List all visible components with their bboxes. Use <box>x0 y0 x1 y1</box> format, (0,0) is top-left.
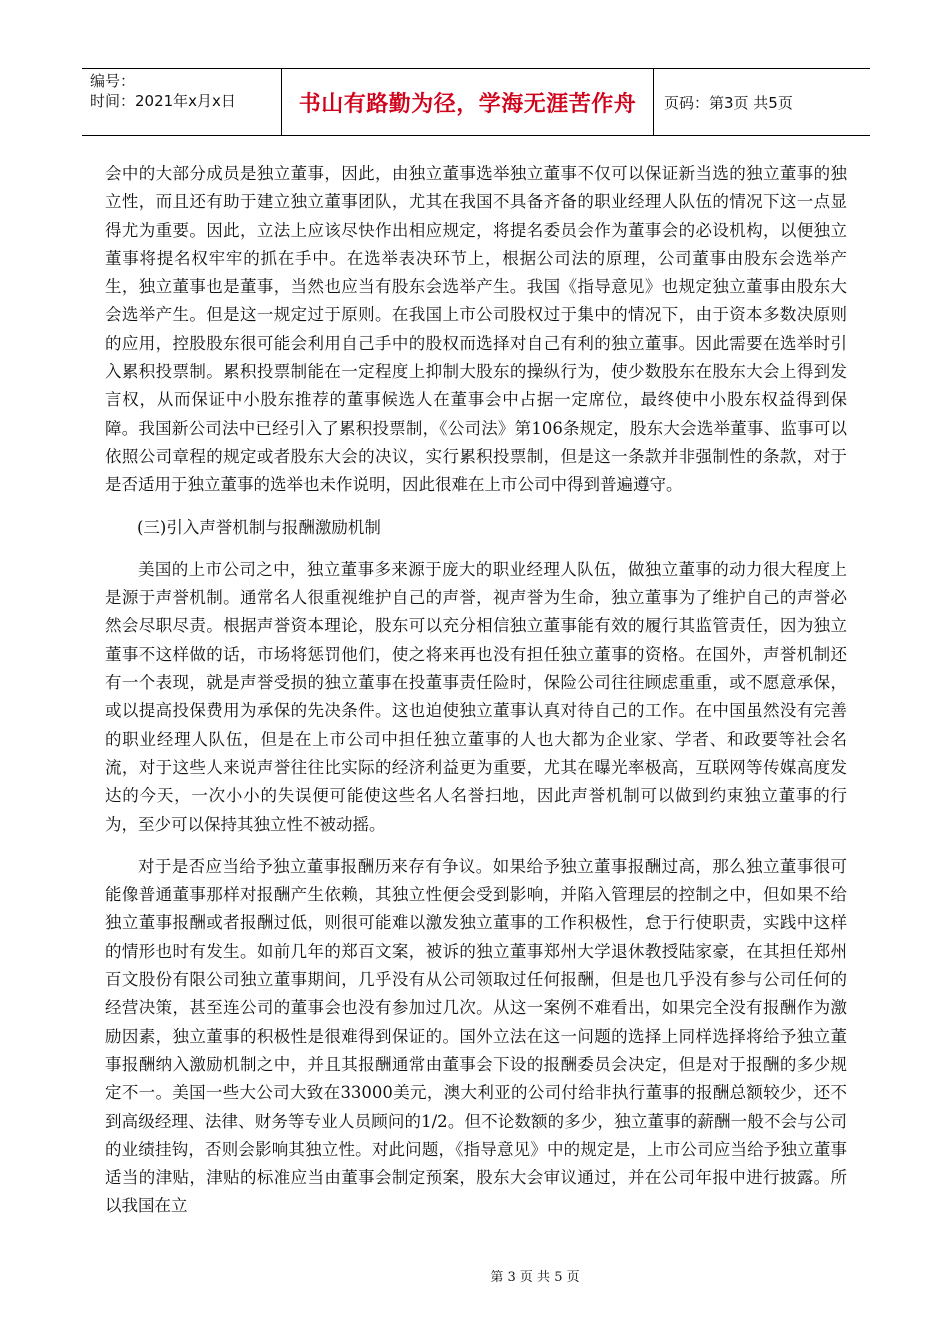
document-number-label: 编号： <box>90 72 136 90</box>
header-motto: 书山有路勤为径，学海无涯苦作舟 <box>298 91 637 117</box>
page-footer: 第 3 页 共 5 页 <box>490 1270 580 1285</box>
section-heading: (三)引入声誉机制与报酬激励机制 <box>137 517 381 537</box>
paragraph: 对于是否应当给予独立董事报酬历来存有争议。如果给予独立董事报酬过高，那么独立董事很可能像普通董事那样对报酬产生依赖，其独立性便会受到影响，并陷入管理层的控制之中，但如果不给独立董事报酬或者报酬过低，则很可能难以激发独立董事的工作积极性，怠于行使职责，实践中这样的情形也时有发生。如前几年的郑百文案，被诉的独立董事郑州大学退休教授陆家豪，在其担任郑州百文股份有限公司独立董事期间，几乎没有从公司领取过任何报酬，但是也几乎没有参与公司任何的经营决策，甚至连公司的董事会也没有参加过几次。从这一案例不难看出，如果完全没有报酬作为激励因素，独立董事的积极性是很难得到保证的。国外立法在这一问题的选择上同样选择将给予独立董事报酬纳入激励机制之中，并且其报酬通常由董事会下设的报酬委员会决定，但是对于报酬的多少规定不一。美国一些大公司大致在33000美元，澳大利亚的公司付给非执行董事的报酬总额较少，还不到高级经理、法律、财务等专业人员顾问的1/2。但不论数额的多少，独立董事的薪酬一般不会与公司的业绩挂钩，否则会影响其独立性。对此问题，《指导意见》中的规定是，上市公司应当给予独立董事适当的津贴，津贴的标准应当由董事会制定预案，股东大会审议通过，并在公司年报中进行披露。所以我国在立 <box>105 856 847 1216</box>
document-body <box>105 160 847 1221</box>
header-page-info: 页码：第3页 共5页 <box>664 93 793 112</box>
header-motto-cell <box>281 69 654 135</box>
paragraph: 美国的上市公司之中，独立董事多来源于庞大的职业经理人队伍，做独立董事的动力很大程度上是源于声誉机制。通常名人很重视维护自己的声誉，视声誉为生命，独立董事为了维护自己的声誉必然会尽职尽责。根据声誉资本理论，股东可以充分相信独立董事能有效的履行其监管责任，因为独立董事不这样做的话，市场将惩罚他们，使之将来再也没有担任独立董事的资格。在国外，声誉机制还有一个表现，就是声誉受损的独立董事在投董事责任险时，保险公司往往顾虑重重，或不愿意承保，或以提高投保费用为承保的先决条件。这也迫使独立董事认真对待自己的工作。在中国虽然没有完善的职业经理人队伍，但是在上市公司中担任独立董事的人也大都为企业家、学者、和政要等社会名流，对于这些人来说声誉往往比实际的经济利益更为重要，尤其在曝光率极高，互联网等传媒高度发达的今天，一次小小的失误便可能使这些名人名誉扫地，因此声誉机制可以做到约束独立董事的行为，至少可以保持其独立性不被动摇。 <box>105 559 847 834</box>
document-time-label: 时间：2021年x月x日 <box>90 92 236 110</box>
page-header <box>82 68 870 136</box>
paragraph: 会中的大部分成员是独立董事，因此，由独立董事选举独立董事不仅可以保证新当选的独立董事的独立性，而且还有助于建立独立董事团队，尤其在我国不具备齐备的职业经理人队伍的情况下这一点显得尤为重要。因此，立法上应该尽快作出相应规定，将提名委员会作为董事会的必设机构，以便独立董事将提名权牢牢的抓在手中。在选举表决环节上，根据公司法的原理，公司董事由股东会选举产生，独立董事也是董事，当然也应当有股东会选举产生。我国《指导意见》也规定独立董事由股东大会选举产生。但是这一规定过于原则。在我国上市公司股权过于集中的情况下，由于资本多数决原则的应用，控股股东很可能会利用自己手中的股权而选择对自己有利的独立董事。因此需要在选举时引入累积投票制。累积投票制能在一定程度上抑制大股东的操纵行为，使少数股东在股东大会上得到发言权，从而保证中小股东推荐的董事候选人在董事会中占据一定席位，最终使中小股东权益得到保障。我国新公司法中已经引入了累积投票制，《公司法》第106条规定，股东大会选举董事、监事可以依照公司章程的规定或者股东大会的决议，实行累积投票制，但是这一条款并非强制性的条款，对于是否适用于独立董事的选举也未作说明，因此很难在上市公司中得到普遍遵守。 <box>105 164 847 495</box>
header-meta <box>82 69 281 135</box>
